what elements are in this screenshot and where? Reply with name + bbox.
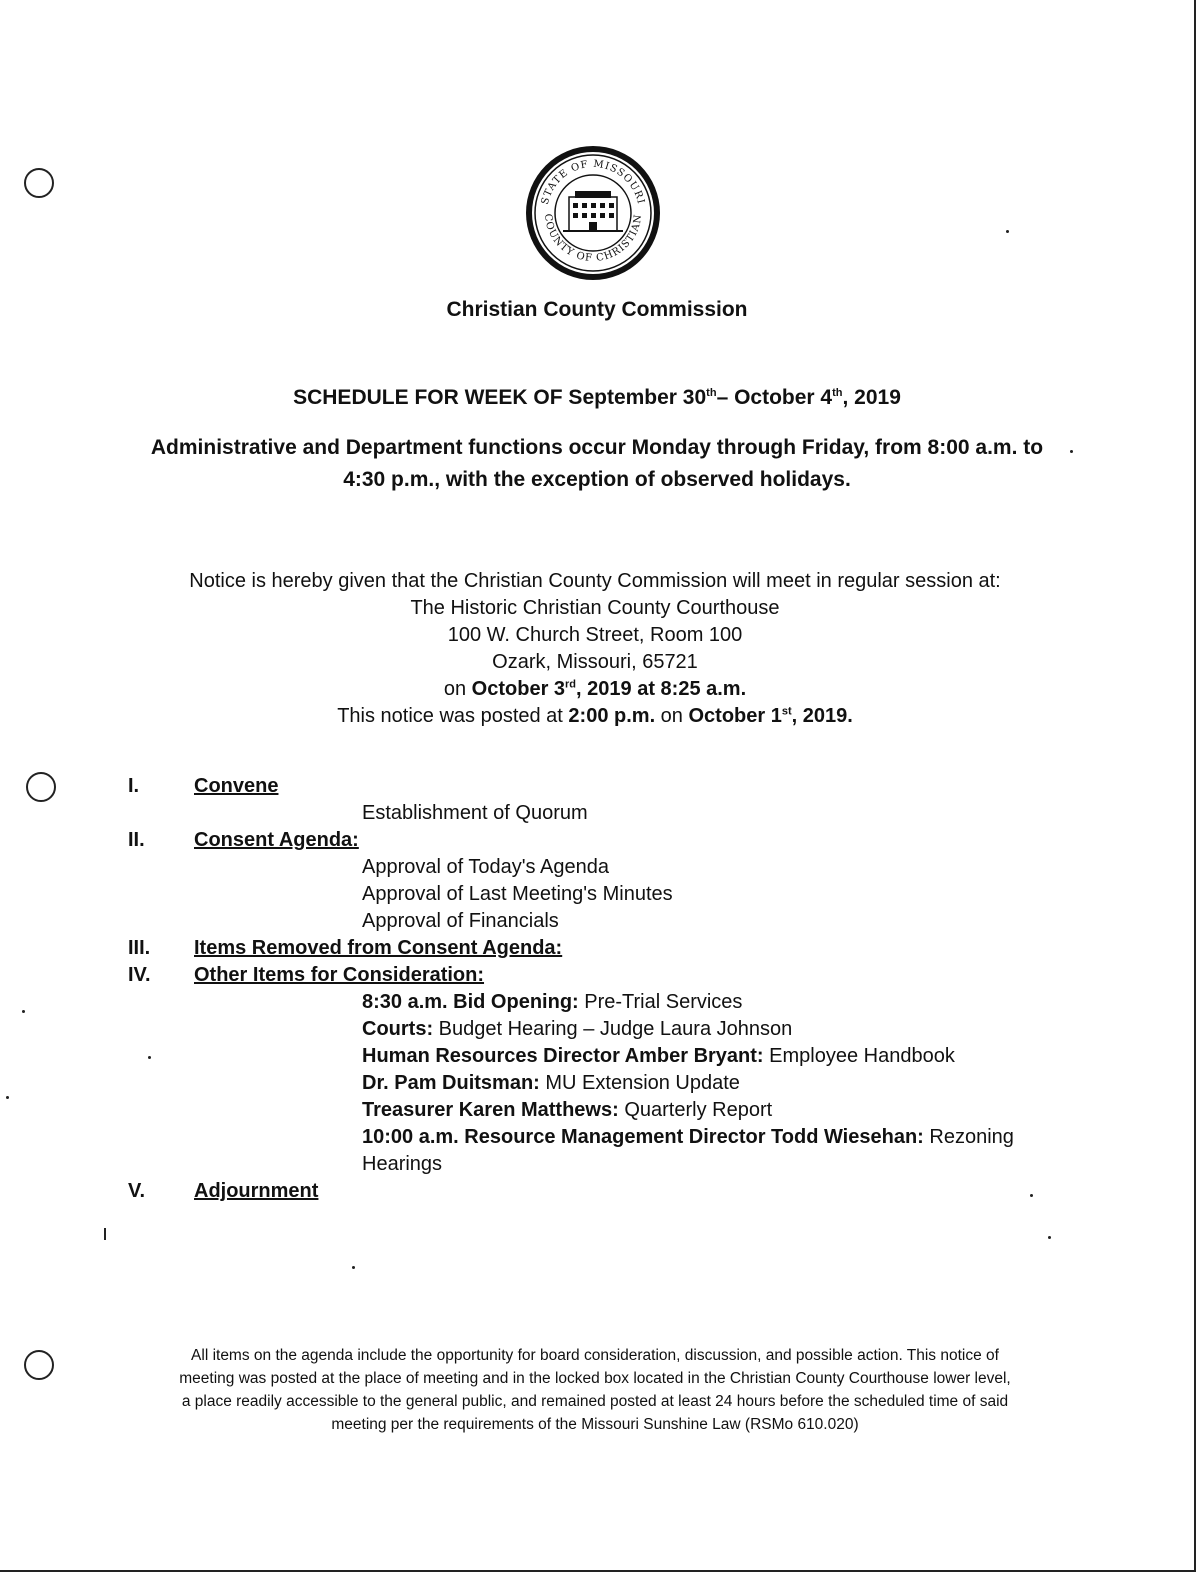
agenda-section xyxy=(0,773,1190,800)
agenda-item-text: Human Resources Director Amber Bryant: Employee Handbook xyxy=(362,1045,955,1067)
agenda-item xyxy=(0,1124,1190,1151)
notice-city: Ozark, Missouri, 65721 xyxy=(492,651,698,673)
commission-title: Christian County Commission xyxy=(446,298,748,321)
agenda-item xyxy=(0,800,1190,827)
agenda-item-text: 10:00 a.m. Resource Management Director Todd Wiesehan: Rezoning xyxy=(362,1126,1014,1148)
scan-speck xyxy=(1048,1236,1051,1239)
section-numeral: I. xyxy=(128,775,140,797)
agenda-item xyxy=(0,881,1190,908)
scan-speck xyxy=(104,1228,106,1240)
section-numeral: V. xyxy=(128,1180,146,1202)
section-numeral: IV. xyxy=(128,964,151,986)
agenda-section xyxy=(0,935,1190,962)
agenda-item-text: Approval of Last Meeting's Minutes xyxy=(362,883,673,905)
agenda-item xyxy=(0,908,1190,935)
notice-street: 100 W. Church Street, Room 100 xyxy=(447,624,743,646)
punch-hole xyxy=(24,168,54,198)
scan-speck xyxy=(352,1266,355,1269)
section-title-consent-agenda: Consent Agenda: xyxy=(194,829,359,851)
agenda-item-text: Dr. Pam Duitsman: MU Extension Update xyxy=(362,1072,740,1094)
county-seal-logo xyxy=(523,143,663,283)
agenda-item xyxy=(0,1043,1190,1070)
courthouse-building-icon xyxy=(563,191,623,231)
agenda-item-text: Establishment of Quorum xyxy=(362,802,588,824)
section-title-other-items: Other Items for Consideration: xyxy=(194,964,485,986)
notice-meeting-date: on October 3rd, 2019 at 8:25 a.m. xyxy=(443,678,747,700)
section-title-adjournment: Adjournment xyxy=(194,1180,319,1202)
section-numeral: III. xyxy=(128,937,151,959)
agenda-item xyxy=(0,1151,1190,1178)
agenda-item-text: 8:30 a.m. Bid Opening: Pre-Trial Services xyxy=(362,991,743,1013)
notice-posted: This notice was posted at 2:00 p.m. on October 1st, 2019. xyxy=(337,705,853,727)
section-title-items-removed: Items Removed from Consent Agenda: xyxy=(194,937,563,959)
meeting-notice xyxy=(0,568,1190,730)
agenda-item-text: Courts: Budget Hearing – Judge Laura Johnson xyxy=(362,1018,793,1040)
agenda-item-text: Treasurer Karen Matthews: Quarterly Report xyxy=(362,1099,773,1121)
agenda-section xyxy=(0,827,1190,854)
section-numeral: II. xyxy=(128,829,145,851)
sunshine-law-footer: All items on the agenda include the opportunity for board consideration, discussion, and possible action. This notice of meeting was posted at the place of meeting and in the locked box located in the Christian County Courthouse lower level, a place readily accessible to the general public, and remained posted at least 24 hours before the scheduled time of said meeting per the requirements of the Missouri Sunshine Law (RSMo 610.020) xyxy=(179,1347,1011,1433)
punch-hole xyxy=(24,1350,54,1380)
scan-speck xyxy=(1006,230,1009,233)
agenda-item xyxy=(0,1070,1190,1097)
agenda-item-text: Hearings xyxy=(362,1153,443,1175)
agenda-item-text: Approval of Financials xyxy=(362,910,559,932)
notice-location: The Historic Christian County Courthouse xyxy=(410,597,780,619)
agenda-item-text: Approval of Today's Agenda xyxy=(362,856,609,878)
seal-top-text: STATE OF MISSOURI xyxy=(539,158,647,206)
agenda-item xyxy=(0,989,1190,1016)
business-hours-notice: Administrative and Department functions occur Monday through Friday, from 8:00 a.m. to 4:30 p.m., with the exception of observed holidays. xyxy=(150,436,1044,491)
section-title-convene: Convene xyxy=(194,775,279,797)
agenda-item xyxy=(0,1016,1190,1043)
seal-bottom-text: COUNTY OF CHRISTIAN xyxy=(541,213,645,265)
notice-intro: Notice is hereby given that the Christian County Commission will meet in regular session at: xyxy=(189,570,1001,592)
schedule-heading: SCHEDULE FOR WEEK OF September 30th– October 4th, 2019 xyxy=(293,386,901,409)
agenda-item xyxy=(0,854,1190,881)
agenda-list xyxy=(0,773,1190,1205)
agenda-item xyxy=(0,1097,1190,1124)
agenda-section xyxy=(0,1178,1190,1205)
agenda-section xyxy=(0,962,1190,989)
